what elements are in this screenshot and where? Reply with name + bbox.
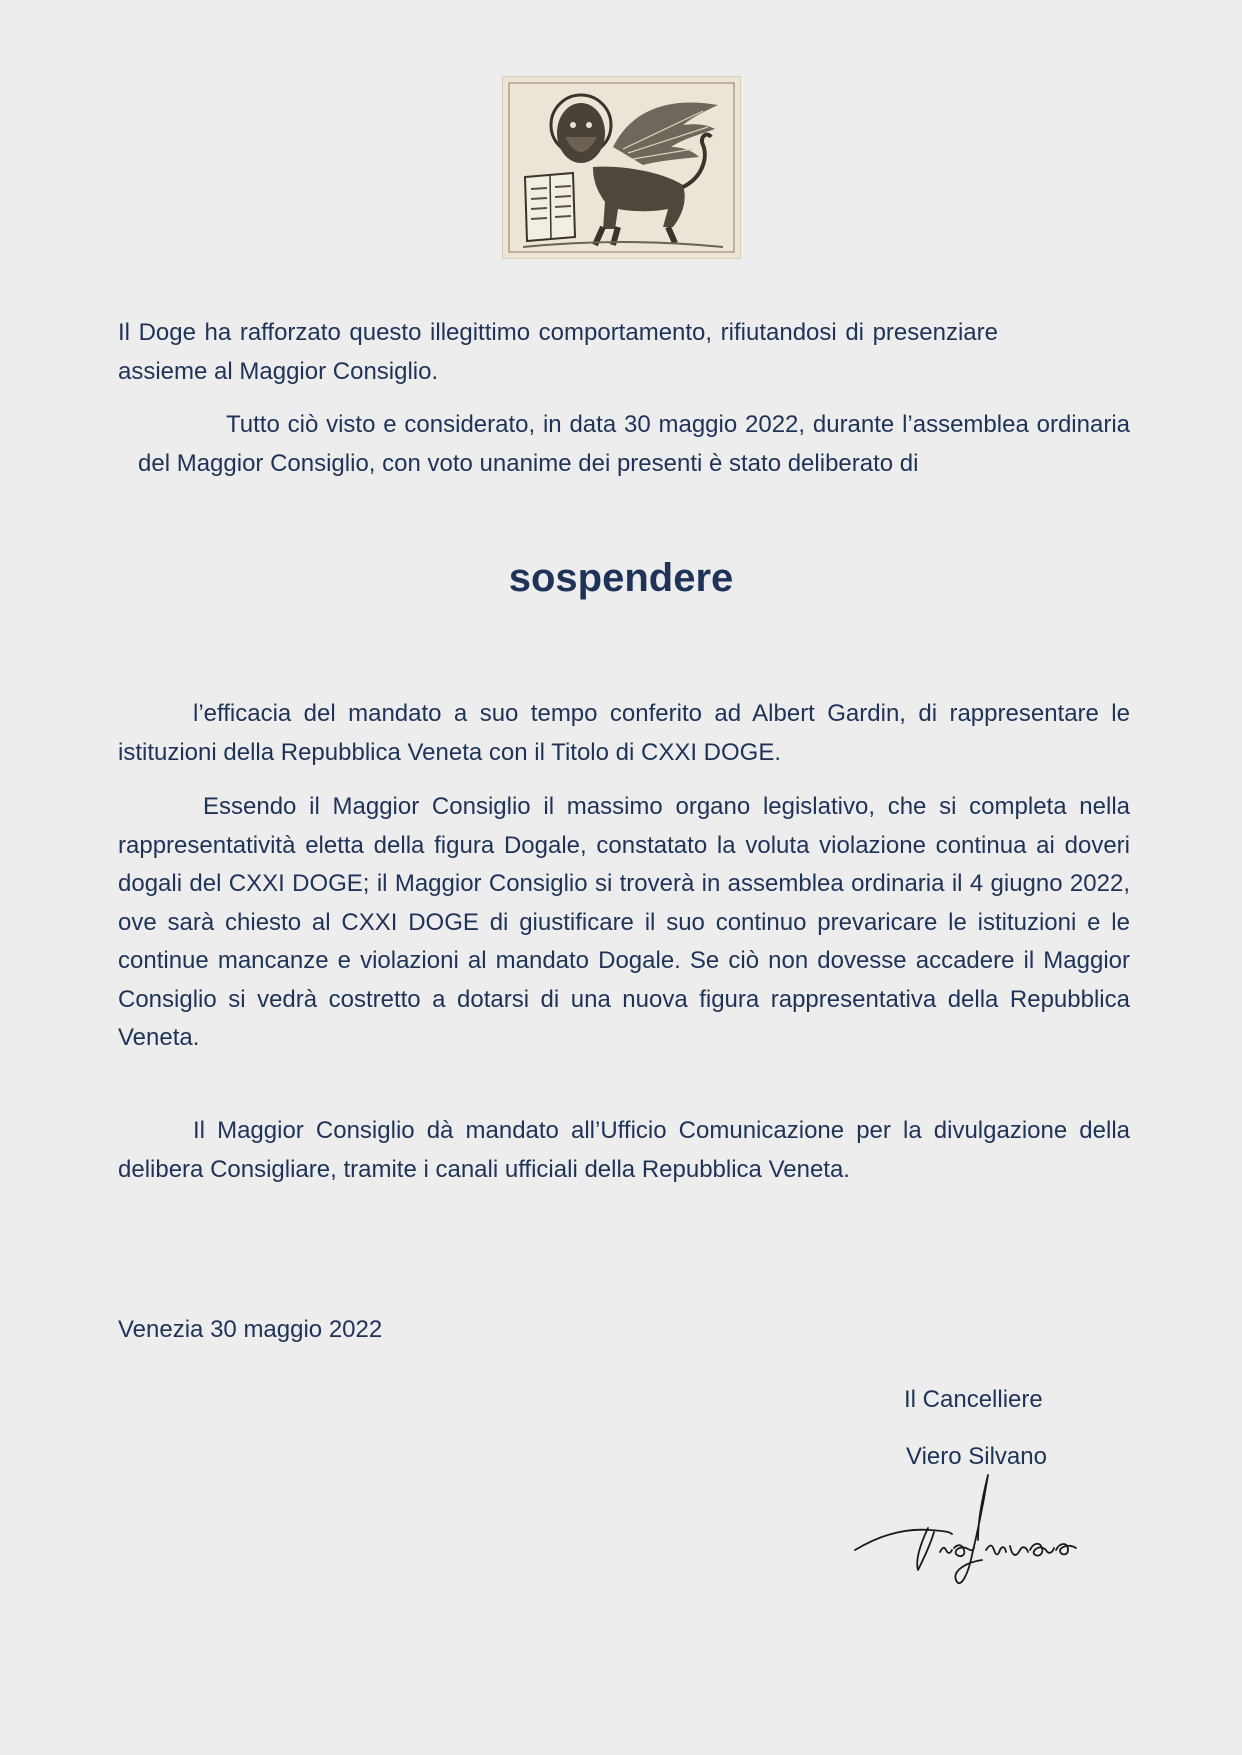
document-date: Venezia 30 maggio 2022 — [118, 1316, 383, 1343]
decision-heading: sospendere — [508, 556, 734, 600]
paragraph-considered: Tutto ciò visto e considerato, in data 30 maggio 2022, durante l’assemblea ordinaria del Maggior Consiglio, con voto unanime dei presenti è stato deliberato di — [138, 411, 1130, 477]
paragraph-legislative-organ: Essendo il Maggior Consiglio il massimo organo legislativo, che si completa nella rappresentatività eletta della figura Dogale, constatato la voluta violazione continua ai doveri dogali del CXXI DOGE; il Maggior Consiglio si troverà in assemblea ordinaria il 4 giugno 2022, ove sarà chiesto al CXXI DOGE di giustificare il suo continuo prevaricare le istituzioni e le continue mancanze e violazioni al mandato Dogale. Se ciò non dovesse accadere il Maggior Consiglio si vedrà costretto a dotarsi di una nuova figura rappresentativa della Repubblica Veneta. — [118, 793, 1130, 1051]
handwritten-signature-icon — [850, 1470, 1115, 1595]
lion-of-saint-mark-emblem — [502, 76, 741, 259]
signatory-name: Viero Silvano — [906, 1443, 1047, 1470]
paragraph-doge-behaviour: Il Doge ha rafforzato questo illegittimo comportamento, rifiutandosi di presenziare assieme al Maggior Consiglio. — [118, 319, 998, 385]
paragraph-communication: Il Maggior Consiglio dà mandato all’Ufficio Comunicazione per la divulgazione della delibera Consigliare, tramite i canali ufficiali della Repubblica Veneta. — [118, 1117, 1130, 1183]
paragraph-mandate: l’efficacia del mandato a suo tempo conferito ad Albert Gardin, di rappresentare le istituzioni della Repubblica Veneta con il Titolo di CXXI DOGE. — [118, 700, 1130, 766]
signatory-role: Il Cancelliere — [904, 1386, 1043, 1413]
